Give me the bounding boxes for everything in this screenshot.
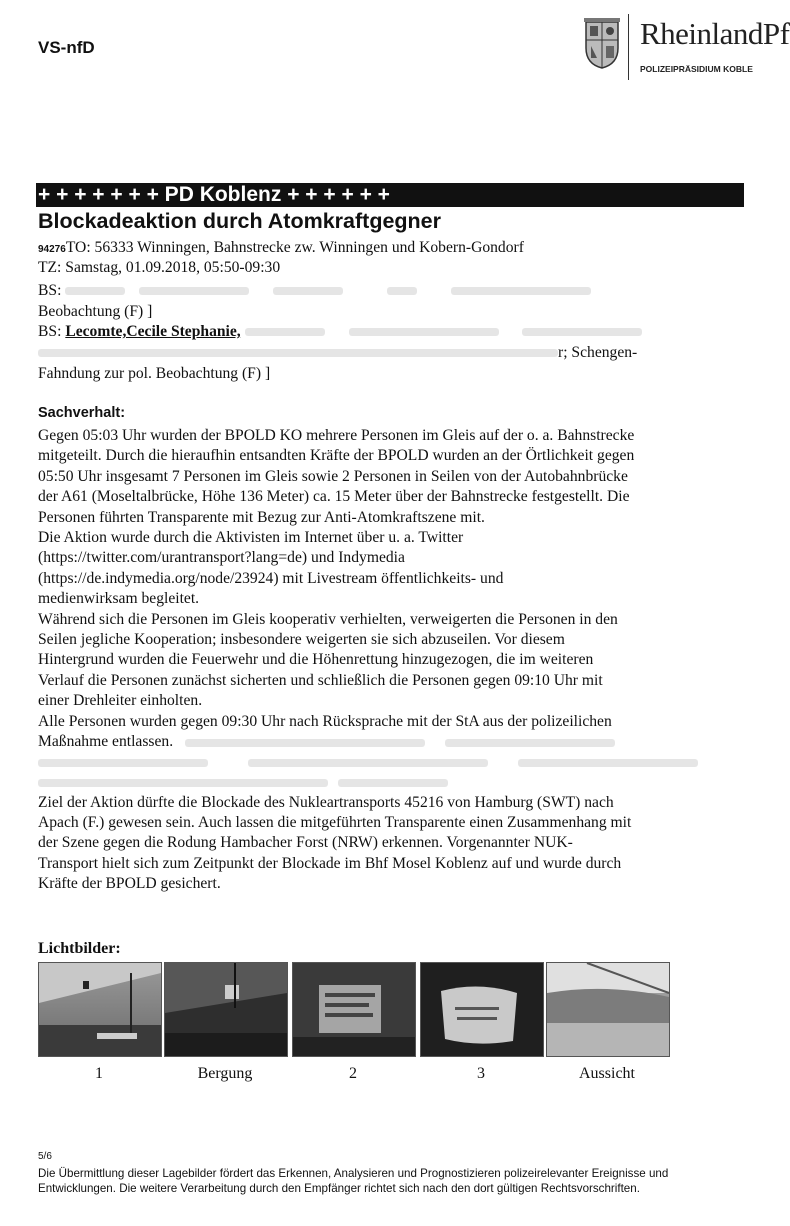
redaction xyxy=(38,759,208,767)
classification-label: VS-nfD xyxy=(38,38,95,57)
logo-subtitle: POLIZEIPRÄSIDIUM KOBLE xyxy=(640,64,753,74)
photo-caption: 3 xyxy=(477,1065,485,1082)
photo-caption: 2 xyxy=(349,1065,357,1082)
redaction xyxy=(245,328,325,336)
body-line: Die Aktion wurde durch die Aktivisten im Internet über u. a. Twitter xyxy=(38,529,464,547)
body-line: der A61 (Moseltalbrücke, Höhe 136 Meter) ca. 15 Meter über der Bahnstrecke festgestellt. Die xyxy=(38,488,630,506)
bs2-continuation xyxy=(38,343,637,363)
body-line: medienwirksam begleitet. xyxy=(38,590,200,608)
redaction xyxy=(139,287,249,295)
redaction xyxy=(387,287,417,295)
body-line: Hintergrund wurden die Feuerwehr und die Höhenrettung hinzugezogen, die im weiteren xyxy=(38,651,594,669)
redaction xyxy=(185,739,425,747)
redaction xyxy=(38,779,328,787)
bs1-tail: Beobachtung (F) ] xyxy=(38,303,153,320)
body-line: Gegen 05:03 Uhr wurden der BPOLD KO mehrere Personen im Gleis auf der o. a. Bahnstrecke xyxy=(38,427,635,444)
bs2-name: Lecomte,Cecile Stephanie, xyxy=(65,323,241,340)
body-line: Apach (F.) gewesen sein. Auch lassen die mitgeführten Transparente einen Zusammenhang mit xyxy=(38,813,632,831)
body-line: (https://de.indymedia.org/node/23924) mit Livestream öffentlichkeits- und xyxy=(38,569,504,587)
body-line: Seilen jegliche Kooperation; insbesondere weigerten sie sich abzuseilen. Vor diesem xyxy=(38,631,565,649)
reference-number: 94276 xyxy=(38,244,66,255)
body-line: Alle Personen wurden gegen 09:30 Uhr nach Rücksprache mit der StA aus der polizeilichen xyxy=(38,712,612,730)
time-line: TZ: Samstag, 01.09.2018, 05:50-09:30 xyxy=(38,259,281,276)
body-line: der Szene gegen die Rodung Hambacher Forst (NRW) erkennen. Vorgenannter NUK- xyxy=(38,834,573,852)
body-line: Während sich die Personen im Gleis kooperativ verhielten, verweigerten die Personen in den xyxy=(38,610,618,628)
footer-disclaimer: Die Übermittlung dieser Lagebilder fördert das Erkennen, Analysieren und Prognostizieren polizeirelevanter Ereignisse und Entwicklungen. Die weitere Verarbeitung durch den Empfänger richtet sich nach den dort gültigen Rechtsvorschriften. xyxy=(38,1167,669,1195)
photo-3 xyxy=(420,962,544,1057)
page-number: 5/6 xyxy=(38,1151,52,1162)
body-line: (https://twitter.com/urantransport?lang=de) und Indymedia xyxy=(38,549,405,567)
redaction xyxy=(248,759,488,767)
photo-2 xyxy=(292,962,416,1057)
body-line: Transport hielt sich zum Zeitpunkt der Blockade im Bhf Mosel Koblenz auf und wurde durch xyxy=(38,854,622,872)
body-line: einer Drehleiter einholten. xyxy=(38,692,203,710)
sachverhalt-body xyxy=(38,426,750,895)
body-line: 05:50 Uhr insgesamt 7 Personen im Gleis sowie 2 Personen in Seilen von der Autobahnbrücke xyxy=(38,467,628,485)
police-logo xyxy=(582,12,790,82)
photo-caption: Aussicht xyxy=(579,1065,635,1082)
coat-of-arms-icon xyxy=(582,18,622,70)
bs1-label: BS: xyxy=(38,282,62,299)
redaction xyxy=(65,287,125,295)
bs2-tail: Fahndung zur pol. Beobachtung (F) ] xyxy=(38,365,271,382)
redaction xyxy=(522,328,642,336)
photo-aussicht xyxy=(546,962,670,1057)
redaction xyxy=(451,287,591,295)
bs2-cont-text: r; Schengen- xyxy=(558,344,638,361)
redaction xyxy=(338,779,448,787)
logo-divider xyxy=(628,14,629,80)
body-line: mitgeteilt. Durch die hieraufhin entsandten Kräfte der BPOLD wurden an der Örtlichkeit gegen xyxy=(38,447,635,465)
report-headline: Blockadeaktion durch Atomkraftgegner xyxy=(38,209,441,233)
photo-caption: Bergung xyxy=(197,1065,253,1082)
photo-caption: 1 xyxy=(95,1065,103,1082)
redacted-line xyxy=(38,773,750,793)
redaction xyxy=(445,739,615,747)
report-banner: + + + + + + + PD Koblenz + + + + + + xyxy=(36,183,744,207)
redaction xyxy=(349,328,499,336)
redaction xyxy=(273,287,343,295)
section-heading-lichtbilder: Lichtbilder: xyxy=(38,940,121,957)
section-heading-sachverhalt: Sachverhalt: xyxy=(38,405,126,421)
bs2-line xyxy=(38,322,642,342)
location-text: TO: 56333 Winningen, Bahnstrecke zw. Winningen und Kobern-Gondorf xyxy=(65,239,524,256)
photo-1 xyxy=(38,962,162,1057)
body-line: Personen führten Transparente mit Bezug zur Anti-Atomkraftszene mit. xyxy=(38,508,485,526)
location-line xyxy=(38,238,524,260)
redaction xyxy=(38,349,558,357)
photo-bergung xyxy=(164,962,288,1057)
body-line-text: Maßnahme entlassen. xyxy=(38,733,174,751)
logo-wordmark: RheinlandPf xyxy=(640,16,790,51)
body-line: Kräfte der BPOLD gesichert. xyxy=(38,875,221,893)
body-line: Verlauf die Personen zunächst sicherten und schließlich die Personen gegen 09:10 Uhr mit xyxy=(38,671,603,689)
body-line xyxy=(38,732,750,752)
bs1-line xyxy=(38,281,591,301)
redacted-line xyxy=(38,753,750,773)
redaction xyxy=(518,759,698,767)
body-line: Ziel der Aktion dürfte die Blockade des Nukleartransports 45216 von Hamburg (SWT) nach xyxy=(38,793,614,811)
bs2-label: BS: xyxy=(38,323,62,340)
